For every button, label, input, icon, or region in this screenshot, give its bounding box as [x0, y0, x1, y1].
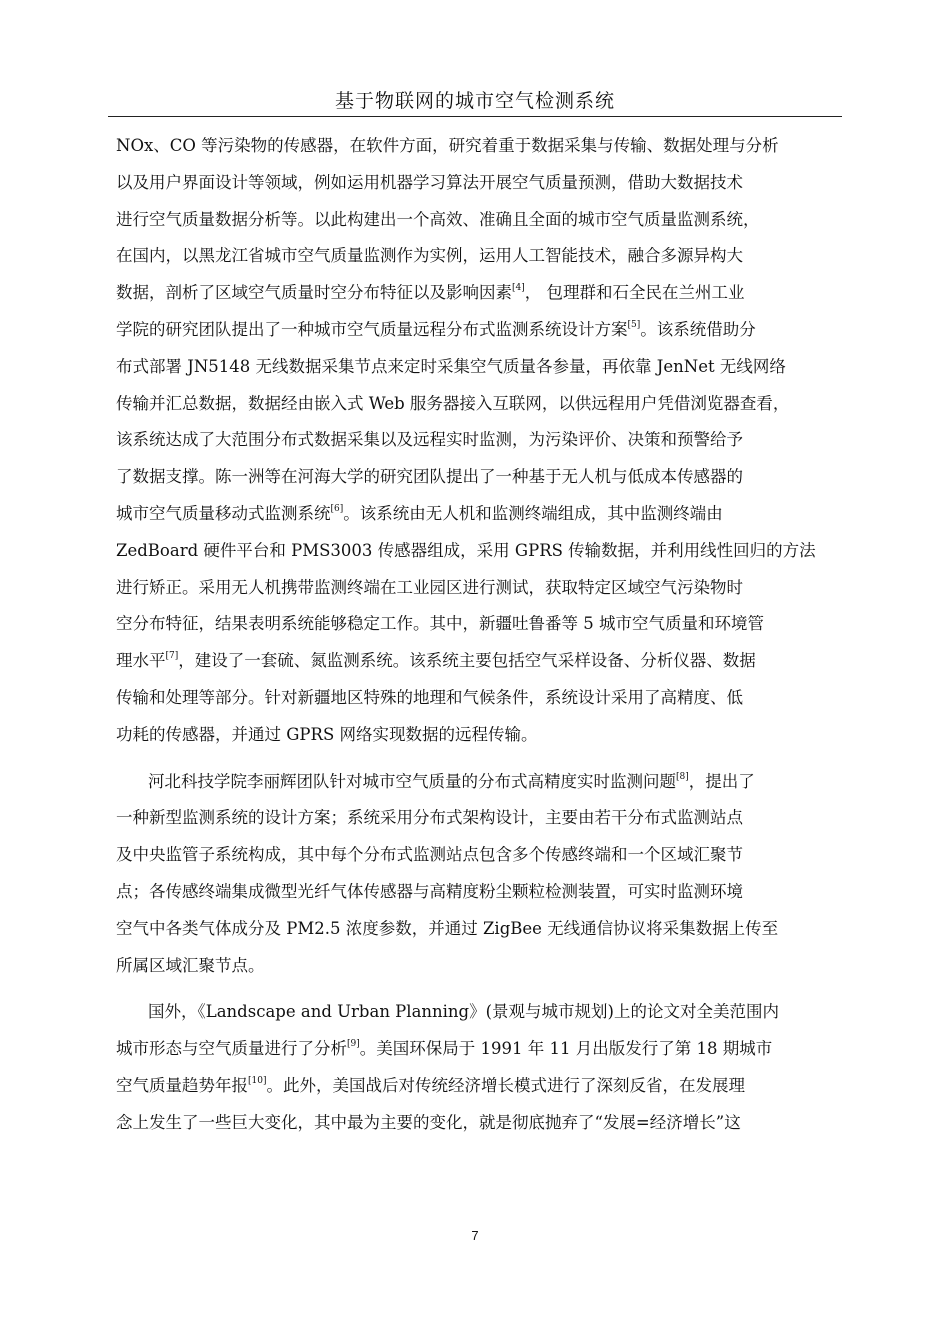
- text-line: 空分布特征，结果表明系统能够稳定工作。其中，新疆吐鲁番等 5 城市空气质量和环境管: [116, 614, 764, 634]
- page-number: 7: [471, 1228, 479, 1243]
- text-segment: 河北科技学院李丽辉团队针对城市空气质量的分布式高精度实时监测问题: [148, 771, 676, 791]
- text-line: [116, 312, 844, 349]
- text-segment: 空气质量趋势年报: [116, 1075, 248, 1095]
- paragraph: [116, 764, 844, 985]
- text-line: 所属区域汇聚节点。: [116, 955, 265, 975]
- text-line: 及中央监管子系统构成，其中每个分布式监测站点包含多个传感终端和一个区域汇聚节: [116, 845, 743, 865]
- paragraph: [116, 128, 844, 754]
- text-line: 点；各传感终端集成微型光纤气体传感器与高精度粉尘颗粒检测装置，可实时监测环境: [116, 881, 743, 901]
- text-segment: 城市形态与空气质量进行了分析: [116, 1039, 347, 1059]
- text-line: 了数据支撑。陈一洲等在河海大学的研究团队提出了一种基于无人机与低成本传感器的: [116, 467, 743, 487]
- text-line: 进行矫正。采用无人机携带监测终端在工业园区进行测试，获取特定区域空气污染物时: [116, 577, 743, 597]
- text-line: 在国内，以黑龙江省城市空气质量监测作为实例，运用人工智能技术，融合多源异构大: [116, 246, 743, 266]
- text-line: ZedBoard 硬件平台和 PMS3003 传感器组成，采用 GPRS 传输数据，并利用线性回归的方法: [116, 540, 816, 560]
- paragraph: [116, 994, 844, 1141]
- paragraph-spacer: [116, 754, 844, 764]
- text-line: 国外，《Landscape and Urban Planning》(景观与城市规划)上的论文对全美范围内: [148, 1002, 779, 1022]
- text-segment: 数据，剖析了区域空气质量时空分布特征以及影响因素: [116, 283, 512, 303]
- citation: [9]: [347, 1039, 360, 1050]
- citation: [4]: [512, 283, 525, 294]
- text-line: [116, 764, 844, 801]
- text-line: 空气中各类气体成分及 PM2.5 浓度参数，并通过 ZigBee 无线通信协议将采集数据上传至: [116, 918, 779, 938]
- text-segment: ， 包理群和石全民在兰州工业: [524, 283, 745, 303]
- paragraph-spacer: [116, 984, 844, 994]
- text-segment: 学院的研究团队提出了一种城市空气质量远程分布式监测系统设计方案: [116, 319, 628, 339]
- text-line: 布式部署 JN5148 无线数据采集节点来定时采集空气质量各参量，再依靠 JenNet 无线网络: [116, 356, 786, 376]
- text-segment: 。该系统借助分: [640, 319, 756, 339]
- text-segment: 城市空气质量移动式监测系统: [116, 503, 331, 523]
- text-line: [116, 275, 844, 312]
- header-divider: [108, 116, 842, 117]
- citation: [5]: [627, 319, 641, 330]
- text-line: 该系统达成了大范围分布式数据采集以及远程实时监测，为污染评价、决策和预警给予: [116, 430, 743, 450]
- text-segment: 。此外，美国战后对传统经济增长模式进行了深刻反省，在发展理: [266, 1075, 745, 1095]
- text-segment: 。该系统由无人机和监测终端组成，其中监测终端由: [343, 503, 723, 523]
- citation: [6]: [330, 503, 344, 514]
- text-line: [116, 1068, 844, 1105]
- citation: [8]: [676, 771, 689, 782]
- text-segment: 理水平: [116, 651, 166, 671]
- text-segment: ，提出了: [688, 771, 755, 791]
- text-line: 以及用户界面设计等领域，例如运用机器学习算法开展空气质量预测，借助大数据技术: [116, 172, 743, 192]
- body-text: [116, 128, 844, 1142]
- text-line: NOx、CO 等污染物的传感器，在软件方面，研究着重于数据采集与传输、数据处理与分析: [116, 136, 779, 155]
- text-line: 念上发生了一些巨大变化，其中最为主要的变化，就是彻底抛弃了“发展=经济增长”这: [116, 1112, 741, 1132]
- running-header: 基于物联网的城市空气检测系统: [334, 90, 615, 112]
- text-line: [116, 643, 844, 680]
- text-line: 一种新型监测系统的设计方案；系统采用分布式架构设计，主要由若干分布式监测站点: [116, 808, 743, 828]
- text-line: 传输并汇总数据，数据经由嵌入式 Web 服务器接入互联网，以供远程用户凭借浏览器查看，: [116, 393, 790, 413]
- text-line: [116, 1031, 844, 1068]
- text-segment: 。美国环保局于 1991 年 11 月出版发行了第 18 期城市: [359, 1039, 773, 1059]
- text-line: 传输和处理等部分。针对新疆地区特殊的地理和气候条件，系统设计采用了高精度、低: [116, 687, 743, 707]
- citation: [7]: [165, 651, 179, 662]
- text-line: 功耗的传感器，并通过 GPRS 网络实现数据的远程传输。: [116, 724, 538, 744]
- citation: [10]: [248, 1075, 267, 1086]
- text-segment: ，建设了一套硫、氮监测系统。该系统主要包括空气采样设备、分析仪器、数据: [178, 651, 756, 671]
- text-line: 进行空气质量数据分析等。以此构建出一个高效、准确且全面的城市空气质量监测系统，: [116, 209, 760, 229]
- text-line: [116, 496, 844, 533]
